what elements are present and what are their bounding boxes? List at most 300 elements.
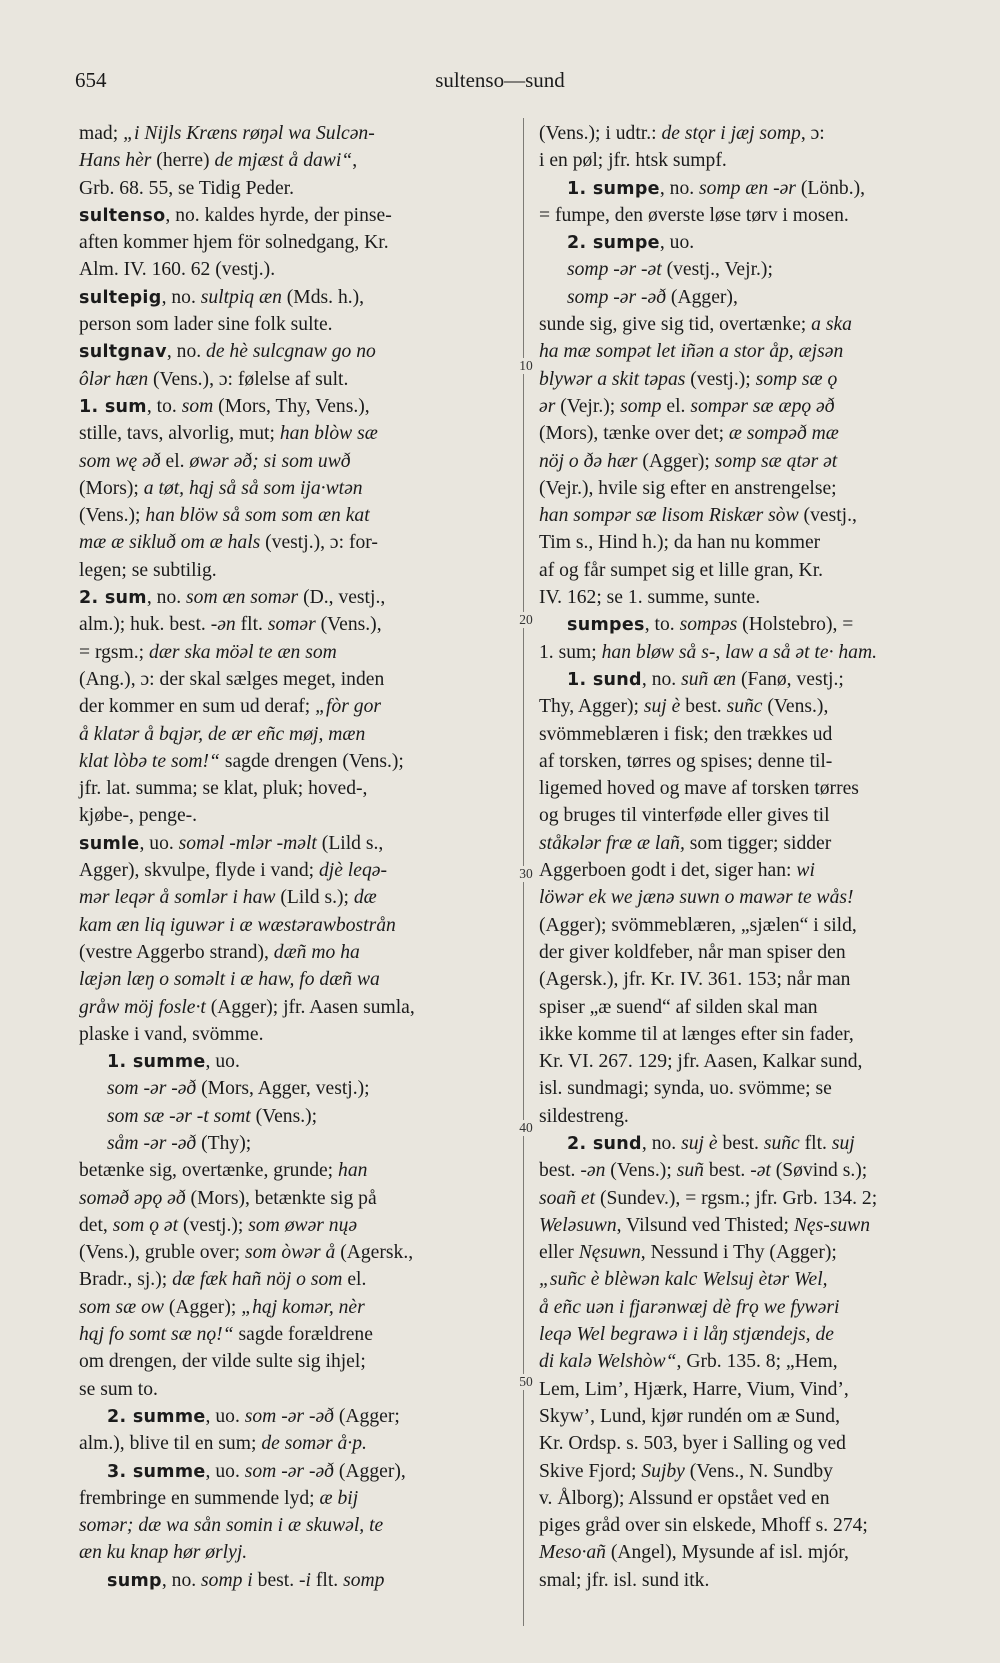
text-segment: (Agger), (333, 1460, 406, 1482)
text-segment: , no. (166, 341, 207, 363)
text-segment: der giver koldfeber, når man spiser den (539, 941, 846, 963)
text-line (79, 1075, 511, 1102)
dialect-form: som æn somər (186, 587, 299, 609)
text-segment: mad; (79, 123, 124, 144)
text-line (539, 1485, 959, 1512)
text-segment: ikke komme til at længes efter sin fader, (539, 1023, 854, 1045)
dialect-form: soməl -mlər -məlt (178, 832, 317, 854)
dialect-form: som òwər å (244, 1242, 336, 1264)
text-segment: = fumpe, den øverste løse tørv i mosen. (539, 204, 849, 226)
text-segment: sagde drengen (Vens.); (219, 750, 404, 772)
text-line (539, 584, 959, 611)
dialect-form: dæ (353, 887, 377, 909)
text-line (539, 1266, 959, 1293)
page-number: 654 (75, 68, 107, 92)
text-segment: Alm. IV. 160. 62 (vestj.). (79, 259, 276, 281)
dialect-form: å klatər å bąjər, de ær eñc møj, mæn (79, 723, 366, 745)
dialect-form: de stǫr i jæj somp (661, 123, 801, 144)
text-segment: , no. (659, 177, 700, 199)
text-segment: (Agger), (666, 286, 738, 308)
dialect-form: a ska (811, 314, 852, 336)
text-line (539, 1048, 959, 1075)
dialect-form: øwər əð; si som uwð (189, 450, 351, 472)
text-segment: alm.); huk. best. (79, 614, 211, 636)
text-line (79, 994, 511, 1021)
text-line (79, 1485, 511, 1512)
text-segment: (Vejr.), hvile sig efter en anstrengelse; (539, 477, 837, 499)
text-segment: Bradr., sj.); (79, 1269, 173, 1291)
text-segment: , no. (161, 286, 201, 308)
dialect-form: æn ku knap hør ørlyj. (79, 1542, 248, 1564)
dialect-form: djè leqə- (318, 860, 387, 882)
dialect-form: soməð əpǫ əð (79, 1187, 186, 1209)
text-segment: flt. (799, 1132, 832, 1154)
text-line (79, 1458, 511, 1485)
text-segment: (Mds. h.), (281, 286, 365, 308)
text-segment: der kommer en sum ud deraf; (79, 696, 316, 718)
headword: 1. (79, 396, 105, 417)
text-line (539, 1458, 959, 1485)
text-segment: stille, tavs, alvorlig, mut; (79, 423, 280, 445)
text-segment: (Mors), tænke over det; (539, 423, 729, 445)
text-line (79, 721, 511, 748)
dialect-form: han blöw så som som æn kat (145, 505, 370, 527)
text-segment: (Agger); (163, 1296, 242, 1318)
text-segment: Agger), skvulpe, flyde i vand; (79, 860, 319, 882)
dialect-form: som sæ -ər -t somt (107, 1105, 251, 1127)
dialect-form: kam æn liq iguwər i æ wæstərawbostrån (79, 914, 396, 936)
text-line (79, 202, 511, 229)
text-line (539, 1130, 959, 1157)
text-segment: , uo. (659, 232, 695, 254)
text-segment: (Vens.); (605, 1160, 677, 1182)
text-segment: , no. (641, 1132, 682, 1154)
text-segment: = rgsm.; (79, 641, 150, 663)
text-segment: aften kommer hjem för solnedgang, Kr. (79, 232, 389, 254)
headword: 1. (107, 1052, 133, 1073)
text-segment: frembringe en summende lyd; (79, 1487, 320, 1509)
text-segment: (Mors), betænkte sig på (185, 1187, 377, 1209)
text-segment: , no. (161, 1569, 202, 1591)
text-line (79, 611, 511, 638)
text-segment: (vestj.), ɔ: for- (260, 532, 378, 554)
text-segment: (Lild s., (316, 832, 384, 854)
text-line (539, 1430, 959, 1457)
text-segment: Tim s., Hind h.); da han nu kommer (539, 532, 821, 554)
text-segment: betænke sig, overtænke, grunde; (79, 1160, 339, 1182)
headword: sund (592, 669, 642, 690)
text-line (539, 1294, 959, 1321)
text-segment: (vestre Aggerbo strand), (79, 941, 274, 963)
dialect-form: löwər ek we jænə suwn o mawər te wås! (539, 887, 854, 909)
text-line (539, 448, 959, 475)
dialect-form: de somər å·p. (261, 1433, 367, 1455)
dialect-form: ståkələr fræ æ lañ, (539, 832, 685, 854)
text-line (539, 857, 959, 884)
text-segment: 1. sum; (539, 641, 602, 663)
dialect-form: Nęs-suwn (793, 1214, 871, 1236)
text-segment: Skyw’, Lund, kjør rundén om æ Sund, (539, 1405, 840, 1427)
dialect-form: somər (267, 614, 316, 636)
text-segment: , uo. (139, 832, 179, 854)
text-line (79, 284, 511, 311)
text-line (539, 994, 959, 1021)
text-segment: (Vens., N. Sundby (684, 1460, 833, 1482)
text-line (79, 393, 511, 420)
dialect-form: -ən (210, 614, 236, 636)
text-line (79, 939, 511, 966)
dialect-form: a tøt, hąj så så som ija·wtən (143, 477, 363, 499)
text-segment: best. (717, 1132, 764, 1154)
text-segment: , no. (146, 587, 187, 609)
headword: 1. (567, 669, 593, 690)
text-line (539, 1348, 959, 1375)
text-line (79, 1185, 511, 1212)
text-segment: (vestj.); (685, 368, 756, 390)
text-line (539, 721, 959, 748)
text-segment: Kr. Ordsp. s. 503, byer i Salling og ved (539, 1433, 846, 1455)
dialect-form: suj è (643, 696, 681, 718)
text-segment: best. (680, 696, 727, 718)
dialect-form: dær ska möəl te æn som (149, 641, 337, 663)
text-line (539, 1512, 959, 1539)
text-line (79, 857, 511, 884)
text-segment: (vestj., Vejr.); (661, 259, 773, 281)
dialect-form: æ bij (319, 1487, 359, 1509)
text-line (539, 229, 959, 256)
dialect-form: Meso·añ (539, 1542, 606, 1564)
text-line (79, 693, 511, 720)
dialect-form: ôlər hæn (79, 368, 149, 390)
text-segment: spiser „æ suend“ af silden skal man (539, 996, 818, 1018)
text-segment: , uo. (205, 1405, 245, 1427)
text-line (79, 256, 511, 283)
text-segment: Thy, Agger); (539, 696, 644, 718)
text-segment: el. (661, 395, 691, 417)
text-line (79, 475, 511, 502)
text-line (79, 775, 511, 802)
dialect-form: somp sæ ǫ (755, 368, 838, 390)
line-number: 10 (515, 358, 537, 374)
dialect-form: dæñ mo ha (273, 941, 360, 963)
text-segment: svömmeblæren i fisk; den trækkes ud (539, 723, 833, 745)
text-segment: se sum to. (79, 1378, 158, 1400)
text-segment: (Lönb.), (795, 177, 866, 199)
text-segment: (vestj.); (178, 1214, 249, 1236)
dialect-form: sultpiq æn (200, 286, 282, 308)
text-line (79, 502, 511, 529)
text-segment: af og får sumpet sig et lille gran, Kr. (539, 559, 824, 581)
text-line (539, 393, 959, 420)
text-line (539, 366, 959, 393)
text-segment: sildestreng. (539, 1105, 629, 1127)
dialect-form: hąj fo somt sæ nǫ!“ (79, 1324, 234, 1346)
text-segment: (Fanø, vestj.; (736, 668, 844, 690)
dialect-form: somp æn -ər (699, 177, 796, 199)
text-line (539, 966, 959, 993)
text-line (539, 611, 959, 638)
text-line (539, 175, 959, 202)
text-line (79, 147, 511, 174)
text-segment: , Grb. 135. 8; „Hem, (676, 1351, 838, 1373)
dialect-form: han blòw sæ (279, 423, 378, 445)
text-segment: flt. (235, 614, 268, 636)
text-segment: (Vens.); (79, 505, 146, 527)
dialect-form: mər leqər å somlər i haw (79, 887, 276, 909)
text-line (79, 966, 511, 993)
text-segment: Lem, Lim’, Hjærk, Harre, Vium, Vind’, (539, 1378, 849, 1400)
dialect-form: æ sompəð mæ (728, 423, 839, 445)
text-segment: sunde sig, give sig tid, overtænke; (539, 314, 812, 336)
dialect-form: soañ et (539, 1187, 596, 1209)
headword: 1. (567, 178, 593, 199)
headword: 2. (567, 233, 593, 254)
text-segment: (Ang.), ɔ: der skal sælges meget, inden (79, 668, 385, 690)
text-line (79, 1157, 511, 1184)
text-segment: (vestj., (798, 505, 857, 527)
text-segment: om drengen, der vilde sulte sig ihjel; (79, 1351, 366, 1373)
dialect-form: -ət (750, 1160, 771, 1182)
text-segment: , Vilsund ved Thisted; (616, 1214, 794, 1236)
text-line (79, 1103, 511, 1130)
dialect-form: somp -ər -əð (567, 286, 667, 308)
text-segment: (Agger); svömmeblæren, „sjælen“ i sild, (539, 914, 857, 936)
text-segment: (Mors); (79, 477, 144, 499)
text-line (539, 1185, 959, 1212)
headword: sumle (79, 833, 140, 854)
text-segment: isl. sundmagi; synda, uo. svömme; se (539, 1078, 832, 1100)
text-segment: , uo. (205, 1460, 245, 1482)
headword: 2. (79, 588, 105, 609)
headword: summe (132, 1461, 206, 1482)
running-title: sultenso—sund (435, 68, 565, 92)
text-segment: Aggerboen godt i det, siger han: (539, 860, 797, 882)
text-segment: (Angel), Mysunde af isl. mjór, (605, 1542, 849, 1564)
dialect-form: wi (796, 860, 815, 882)
headword: 3. (107, 1461, 133, 1482)
text-line (539, 529, 959, 556)
headword: sumpes (567, 615, 645, 636)
text-segment: IV. 162; se 1. summe, sunte. (539, 587, 761, 609)
text-segment: (Thy); (196, 1132, 252, 1154)
text-line (79, 420, 511, 447)
dialect-form: nöj o ðə hær (539, 450, 638, 472)
text-segment: , to. (644, 614, 680, 636)
text-segment: (Agersk., (335, 1242, 414, 1264)
text-segment: legen; se subtilig. (79, 559, 217, 581)
right-column (539, 120, 959, 1594)
text-line (539, 939, 959, 966)
text-line (79, 311, 511, 338)
headword: sum (104, 396, 147, 417)
text-line (79, 1567, 511, 1594)
text-line (79, 1294, 511, 1321)
text-segment: (Sundev.), = rgsm.; jfr. Grb. 134. 2; (595, 1187, 878, 1209)
headword: sump (107, 1570, 162, 1591)
dialect-form: leqə Wel begrawə i i låŋ stjændejs, de (539, 1324, 834, 1346)
text-segment: (Agger); jfr. Aasen sumla, (205, 996, 415, 1018)
dialect-form: Nęsuwn (578, 1242, 641, 1264)
text-line (539, 1075, 959, 1102)
dialect-form: „fòr gor (315, 696, 382, 718)
text-line (79, 1539, 511, 1566)
text-line (539, 1103, 959, 1130)
headword: sultgnav (79, 342, 167, 363)
text-segment: (Vens.), ɔ: følelse af sult. (148, 368, 349, 390)
dialect-form: -i (299, 1569, 311, 1591)
text-segment: smal; jfr. isl. sund itk. (539, 1569, 710, 1591)
text-line (79, 830, 511, 857)
dialect-form: „hąj komər, nèr (241, 1296, 365, 1318)
text-line (539, 1321, 959, 1348)
text-line (79, 529, 511, 556)
dialect-form: Weləsuwn (539, 1214, 617, 1236)
dialect-form: suj è (681, 1132, 718, 1154)
dialect-form: somər; dæ wa sån somin i æ skuwəl, te (79, 1515, 384, 1537)
text-line (539, 420, 959, 447)
text-segment: , (352, 150, 358, 172)
text-segment: Skive Fjord; (539, 1460, 642, 1482)
text-segment: , Nessund i Thy (Agger); (640, 1242, 837, 1264)
dialect-form: som wę əð (79, 450, 161, 472)
text-segment: eller (539, 1242, 579, 1264)
headword: 2. (107, 1406, 133, 1427)
dialect-form: blywər a skit təpas (539, 368, 686, 390)
text-segment: (Vens.); (250, 1105, 318, 1127)
text-line (79, 1266, 511, 1293)
text-line (539, 1539, 959, 1566)
dialect-form: suñ (676, 1160, 704, 1182)
dialect-form: som -ər -əð (244, 1405, 334, 1427)
text-line (79, 1403, 511, 1430)
text-line (79, 802, 511, 829)
text-segment: kjøbe-, penge-. (79, 805, 198, 827)
text-line (79, 448, 511, 475)
text-segment: (Vens.), (762, 696, 829, 718)
line-number: 40 (515, 1120, 537, 1136)
text-line (79, 1430, 511, 1457)
headword: sumpe (592, 233, 660, 254)
headword: sultenso (79, 205, 166, 226)
text-line (539, 830, 959, 857)
text-segment: , ɔ: (800, 123, 825, 144)
text-segment: v. Ålborg); Alssund er opstået ved en (539, 1487, 830, 1509)
text-segment: (Agger); (637, 450, 715, 472)
text-segment: , to. (146, 395, 182, 417)
dialect-form: å eñc uən i fjarənwæj dè frǫ we fywəri (539, 1296, 840, 1318)
dialect-form: somp sæ ątər ət (714, 450, 838, 472)
text-line (539, 802, 959, 829)
headword: summe (132, 1406, 206, 1427)
text-line (79, 912, 511, 939)
text-line (539, 284, 959, 311)
dialect-form: suñc (763, 1132, 800, 1154)
text-segment: best. (252, 1569, 300, 1591)
text-line (79, 175, 511, 202)
text-line (539, 1021, 959, 1048)
text-segment: (Vens.), gruble over; (79, 1242, 245, 1264)
dialect-form: klat lòbə te som!“ (79, 750, 220, 772)
dialect-form: somp (620, 395, 662, 417)
dialect-form: sompəs (679, 614, 738, 636)
dialect-form: di kalə Welshòw“ (539, 1351, 677, 1373)
headword: 2. (567, 1133, 593, 1154)
text-segment: (Holstebro), = (737, 614, 854, 636)
dialect-form: han (338, 1160, 368, 1182)
text-line (79, 229, 511, 256)
text-line (79, 338, 511, 365)
dialect-form: dæ fæk hañ nöj o som (172, 1269, 343, 1291)
text-line (539, 1567, 959, 1594)
text-segment: best. (539, 1160, 581, 1182)
text-line (539, 1376, 959, 1403)
text-line (79, 1212, 511, 1239)
text-segment: piges gråd over sin elskede, Mhoff s. 274; (539, 1515, 868, 1537)
text-line (79, 1239, 511, 1266)
text-line (79, 557, 511, 584)
dialect-form: suñc (726, 696, 763, 718)
text-segment: , no. kaldes hyrde, der pinse- (165, 204, 392, 226)
text-segment: person som lader sine folk sulte. (79, 314, 333, 336)
dialect-form: somp -ər -ət (567, 259, 662, 281)
text-segment: af torsken, tørres og spises; denne til- (539, 750, 833, 772)
text-line (539, 1239, 959, 1266)
headword: summe (132, 1052, 206, 1073)
dialect-form: de hè sulcgnaw go no (206, 341, 376, 363)
text-segment: sagde forældrene (233, 1324, 373, 1346)
text-line (539, 475, 959, 502)
dialect-form: Sujby (641, 1460, 685, 1482)
text-segment: plaske i vand, svömme. (79, 1023, 264, 1045)
text-segment: jfr. lat. summa; se klat, pluk; hoved-, (79, 778, 368, 800)
text-line (539, 557, 959, 584)
dialect-form: som -ər -əð (107, 1078, 197, 1100)
dialect-form: „i Nijls Kræns røŋəl wa Sulcən- (123, 123, 375, 144)
headword: sumpe (592, 178, 660, 199)
text-segment: el. (342, 1269, 367, 1291)
text-line (539, 775, 959, 802)
text-segment: flt. (310, 1569, 344, 1591)
text-line (79, 1512, 511, 1539)
dialect-form: gråw möj fosle·t (79, 996, 206, 1018)
text-line (539, 748, 959, 775)
text-line (539, 666, 959, 693)
text-line (79, 1376, 511, 1403)
text-line (79, 1321, 511, 1348)
dialect-form: Hans hèr (79, 150, 152, 172)
dialect-form: han bløw så s-, law a så ət te· ham. (601, 641, 878, 663)
dialect-form: som ǫ ət (112, 1214, 179, 1236)
dialect-form: suñ æn (681, 668, 737, 690)
headword: sund (592, 1133, 642, 1154)
text-line (79, 1130, 511, 1157)
text-segment: (Agger; (333, 1405, 400, 1427)
text-line (539, 1212, 959, 1239)
text-segment: ligemed hoved og mave af torsken tørres (539, 778, 859, 800)
text-segment: best. (703, 1160, 751, 1182)
dialect-form: sompər sæ æpǫ əð (690, 395, 835, 417)
text-segment: det, (79, 1214, 113, 1236)
text-segment: (D., vestj., (298, 587, 386, 609)
text-line (79, 884, 511, 911)
dialect-form: ha mæ sompət let iñən a stor åp, æjsən (539, 341, 844, 363)
text-segment: , no. (641, 668, 682, 690)
dialect-form: som -ər -əð (244, 1460, 334, 1482)
dialect-form: som (181, 395, 214, 417)
text-segment: (Mors, Thy, Vens.), (213, 395, 370, 417)
left-column (79, 120, 511, 1594)
dialect-form: såm -ər -əð (107, 1132, 197, 1154)
